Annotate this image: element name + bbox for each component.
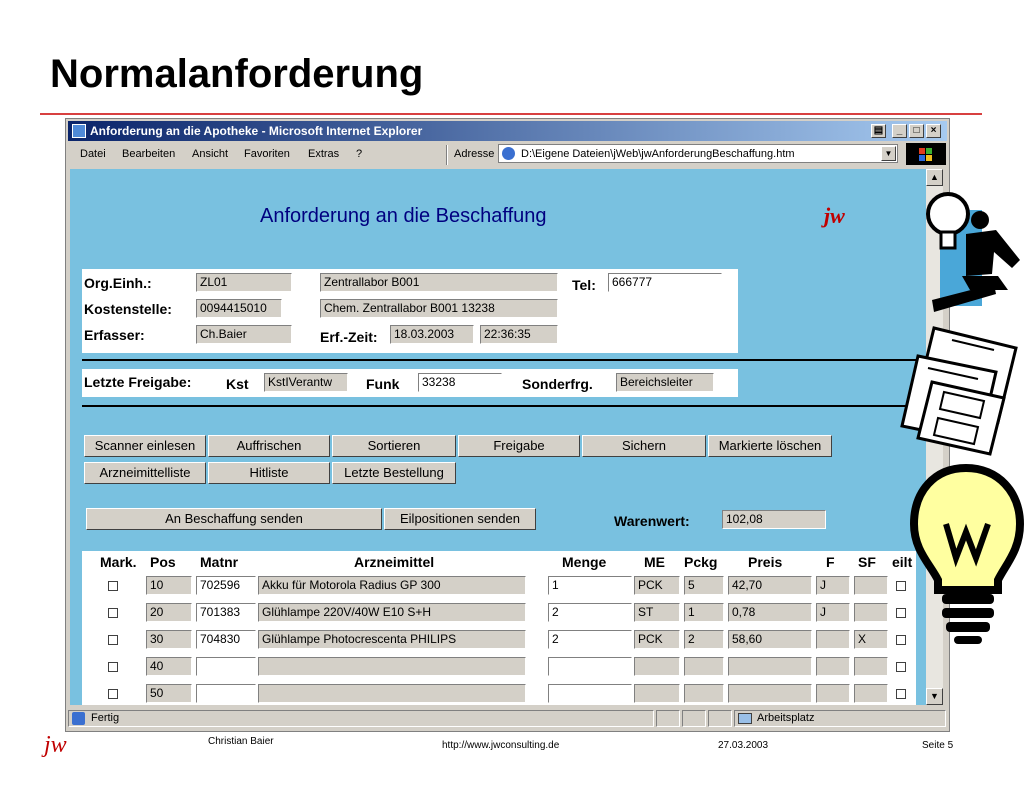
col-mark: Mark.	[100, 554, 137, 570]
sonderfrg-label: Sonderfrg.	[522, 376, 593, 392]
col-sf: SF	[858, 554, 876, 570]
minimize-button[interactable]: _	[892, 124, 907, 138]
menge-field[interactable]: 2	[548, 603, 632, 622]
erfasser-field: Ch.Baier	[196, 325, 292, 344]
release-panel	[82, 369, 738, 397]
kostenstelle-code-field: 0094415010	[196, 299, 282, 318]
eilt-checkbox[interactable]	[896, 608, 906, 618]
sf-field	[854, 657, 888, 676]
page-content	[70, 169, 926, 705]
positions-table	[82, 551, 916, 705]
footer-date: 27.03.2003	[718, 740, 769, 751]
status-cell	[708, 710, 732, 727]
restore-button[interactable]: ▤	[871, 124, 886, 138]
refresh-button[interactable]: Auffrischen	[208, 435, 330, 457]
sonderfrg-field: Bereichsleiter	[616, 373, 714, 392]
sort-button[interactable]: Sortieren	[332, 435, 456, 457]
me-field: ST	[634, 603, 680, 622]
erfasser-label: Erfasser:	[84, 327, 145, 343]
kostenstelle-name-field: Chem. Zentrallabor B001 13238	[320, 299, 558, 318]
f-field	[816, 684, 850, 703]
menge-field[interactable]: 1	[548, 576, 632, 595]
menu-help[interactable]: ?	[356, 148, 363, 160]
pckg-field	[684, 684, 724, 703]
release-button[interactable]: Freigabe	[458, 435, 580, 457]
footer-url[interactable]: http://www.jwconsulting.de	[442, 740, 560, 751]
matnr-field[interactable]: 701383	[196, 603, 256, 622]
last-order-button[interactable]: Letzte Bestellung	[332, 462, 456, 484]
pckg-field: 5	[684, 576, 724, 595]
me-field	[634, 657, 680, 676]
address-bar[interactable]	[498, 144, 898, 163]
kostenstelle-label: Kostenstelle:	[84, 301, 172, 317]
eilt-checkbox[interactable]	[896, 662, 906, 672]
pckg-field	[684, 657, 724, 676]
col-pckg: Pckg	[684, 554, 718, 570]
warenwert-label: Warenwert:	[614, 513, 690, 529]
warenwert-field: 102,08	[722, 510, 826, 529]
header-panel	[82, 269, 738, 353]
chevron-down-icon[interactable]: ▼	[881, 146, 896, 161]
pos-field: 20	[146, 603, 192, 622]
col-arzneimittel: Arzneimittel	[354, 554, 435, 570]
col-me: ME	[644, 554, 665, 570]
menu-bearbeiten[interactable]: Bearbeiten	[122, 148, 176, 160]
pos-field: 30	[146, 630, 192, 649]
pos-field: 50	[146, 684, 192, 703]
ie-page-icon	[502, 147, 515, 160]
save-button[interactable]: Sichern	[582, 435, 706, 457]
col-pos: Pos	[150, 554, 176, 570]
lightbulb-clipart-icon	[908, 462, 1024, 652]
eilt-checkbox[interactable]	[896, 635, 906, 645]
zone-cell	[734, 710, 946, 727]
preis-field: 42,70	[728, 576, 812, 595]
preis-field	[728, 684, 812, 703]
pckg-field: 1	[684, 603, 724, 622]
menu-datei[interactable]: Datei	[80, 148, 106, 160]
pos-field: 10	[146, 576, 192, 595]
divider	[82, 359, 916, 361]
kst-label: Kst	[226, 376, 249, 392]
tel-field[interactable]: 666777	[608, 273, 722, 292]
drug-name-field	[258, 657, 526, 676]
page-heading: Anforderung an die Beschaffung	[260, 205, 547, 227]
sf-field	[854, 576, 888, 595]
drug-name-field: Glühlampe 220V/40W E10 S+H	[258, 603, 526, 622]
delete-marked-button[interactable]: Markierte löschen	[708, 435, 832, 457]
drug-name-field: Glühlampe Photocrescenta PHILIPS	[258, 630, 526, 649]
col-menge: Menge	[562, 554, 607, 570]
title-divider	[40, 113, 982, 115]
footer-logo: jw	[44, 732, 67, 758]
org-label: Org.Einh.:	[84, 275, 152, 291]
pos-field: 40	[146, 657, 192, 676]
col-matnr: Matnr	[200, 554, 239, 570]
col-eilt: eilt	[892, 554, 913, 570]
matnr-field[interactable]: 704830	[196, 630, 256, 649]
matnr-field[interactable]: 702596	[196, 576, 256, 595]
menu-extras[interactable]: Extras	[308, 148, 340, 160]
eilt-checkbox[interactable]	[896, 581, 906, 591]
drug-list-button[interactable]: Arzneimittelliste	[84, 462, 206, 484]
pckg-field: 2	[684, 630, 724, 649]
slide-title: Normalanforderung	[50, 52, 424, 96]
preis-field: 0,78	[728, 603, 812, 622]
f-field	[816, 630, 850, 649]
tel-label: Tel:	[572, 277, 596, 293]
lightbulb-person-clipart-icon	[922, 190, 1024, 320]
menge-field[interactable]	[548, 657, 632, 676]
erfzeit-label: Erf.-Zeit:	[320, 329, 378, 345]
ie-page-icon	[72, 124, 86, 138]
mark-checkbox[interactable]	[108, 581, 118, 591]
sf-field: X	[854, 630, 888, 649]
me-field: PCK	[634, 576, 680, 595]
status-cell	[656, 710, 680, 727]
drug-name-field: Akku für Motorola Radius GP 300	[258, 576, 526, 595]
preis-field: 58,60	[728, 630, 812, 649]
send-urgent-button[interactable]: Eilpositionen senden	[384, 508, 536, 530]
hitlist-button[interactable]: Hitliste	[208, 462, 330, 484]
ie-page-icon	[72, 712, 85, 725]
scroll-down-icon[interactable]: ▼	[926, 688, 943, 705]
drug-name-field	[258, 684, 526, 703]
scroll-up-icon[interactable]: ▲	[926, 169, 943, 186]
col-f: F	[826, 554, 835, 570]
close-button[interactable]: ×	[926, 124, 941, 138]
sf-field	[854, 684, 888, 703]
status-cell	[68, 710, 654, 727]
status-text: Fertig	[91, 712, 120, 724]
zone-text: Arbeitsplatz	[757, 712, 815, 724]
footer-author: Christian Baier	[208, 736, 274, 747]
funk-label: Funk	[366, 376, 400, 392]
jw-logo: jw	[824, 203, 845, 228]
floppy-disks-clipart-icon	[898, 326, 1024, 456]
windows-logo-icon	[906, 143, 946, 165]
menu-separator	[446, 145, 448, 165]
me-field: PCK	[634, 630, 680, 649]
mark-checkbox[interactable]	[108, 689, 118, 699]
eilt-checkbox[interactable]	[896, 689, 906, 699]
org-code-field: ZL01	[196, 273, 292, 292]
me-field	[634, 684, 680, 703]
freigabe-label: Letzte Freigabe:	[84, 374, 192, 390]
mark-checkbox[interactable]	[108, 608, 118, 618]
scanner-button[interactable]: Scanner einlesen	[84, 435, 206, 457]
address-label: Adresse	[454, 148, 495, 160]
menu-ansicht[interactable]: Ansicht	[192, 148, 229, 160]
kst-verantw-field: KstIVerantw	[264, 373, 348, 392]
menge-field[interactable]	[548, 684, 632, 703]
col-preis: Preis	[748, 554, 783, 570]
f-field: J	[816, 576, 850, 595]
window-titlebar[interactable]	[68, 121, 947, 141]
funk-field[interactable]: 33238	[418, 373, 502, 392]
window-title: Anforderung an die Apotheke - Microsoft Internet Explorer	[90, 124, 423, 138]
browser-window	[65, 118, 950, 732]
matnr-field[interactable]	[196, 657, 256, 676]
menu-bar	[68, 143, 947, 167]
preis-field	[728, 657, 812, 676]
divider	[82, 405, 916, 407]
status-cell	[682, 710, 706, 727]
address-url: D:\Eigene Dateien\jWeb\jwAnforderungBeschaffung.htm	[521, 148, 795, 160]
org-name-field: Zentrallabor B001	[320, 273, 558, 292]
menu-favoriten[interactable]: Favoriten	[244, 148, 290, 160]
status-bar	[68, 709, 947, 729]
menge-field[interactable]: 2	[548, 630, 632, 649]
maximize-button[interactable]: □	[909, 124, 924, 138]
f-field: J	[816, 603, 850, 622]
mark-checkbox[interactable]	[108, 662, 118, 672]
matnr-field[interactable]	[196, 684, 256, 703]
computer-icon	[738, 713, 752, 724]
footer-page: Seite 5	[922, 740, 954, 751]
mark-checkbox[interactable]	[108, 635, 118, 645]
f-field	[816, 657, 850, 676]
sf-field	[854, 603, 888, 622]
erf-time-field: 22:36:35	[480, 325, 558, 344]
erf-date-field: 18.03.2003	[390, 325, 474, 344]
send-button[interactable]: An Beschaffung senden	[86, 508, 382, 530]
